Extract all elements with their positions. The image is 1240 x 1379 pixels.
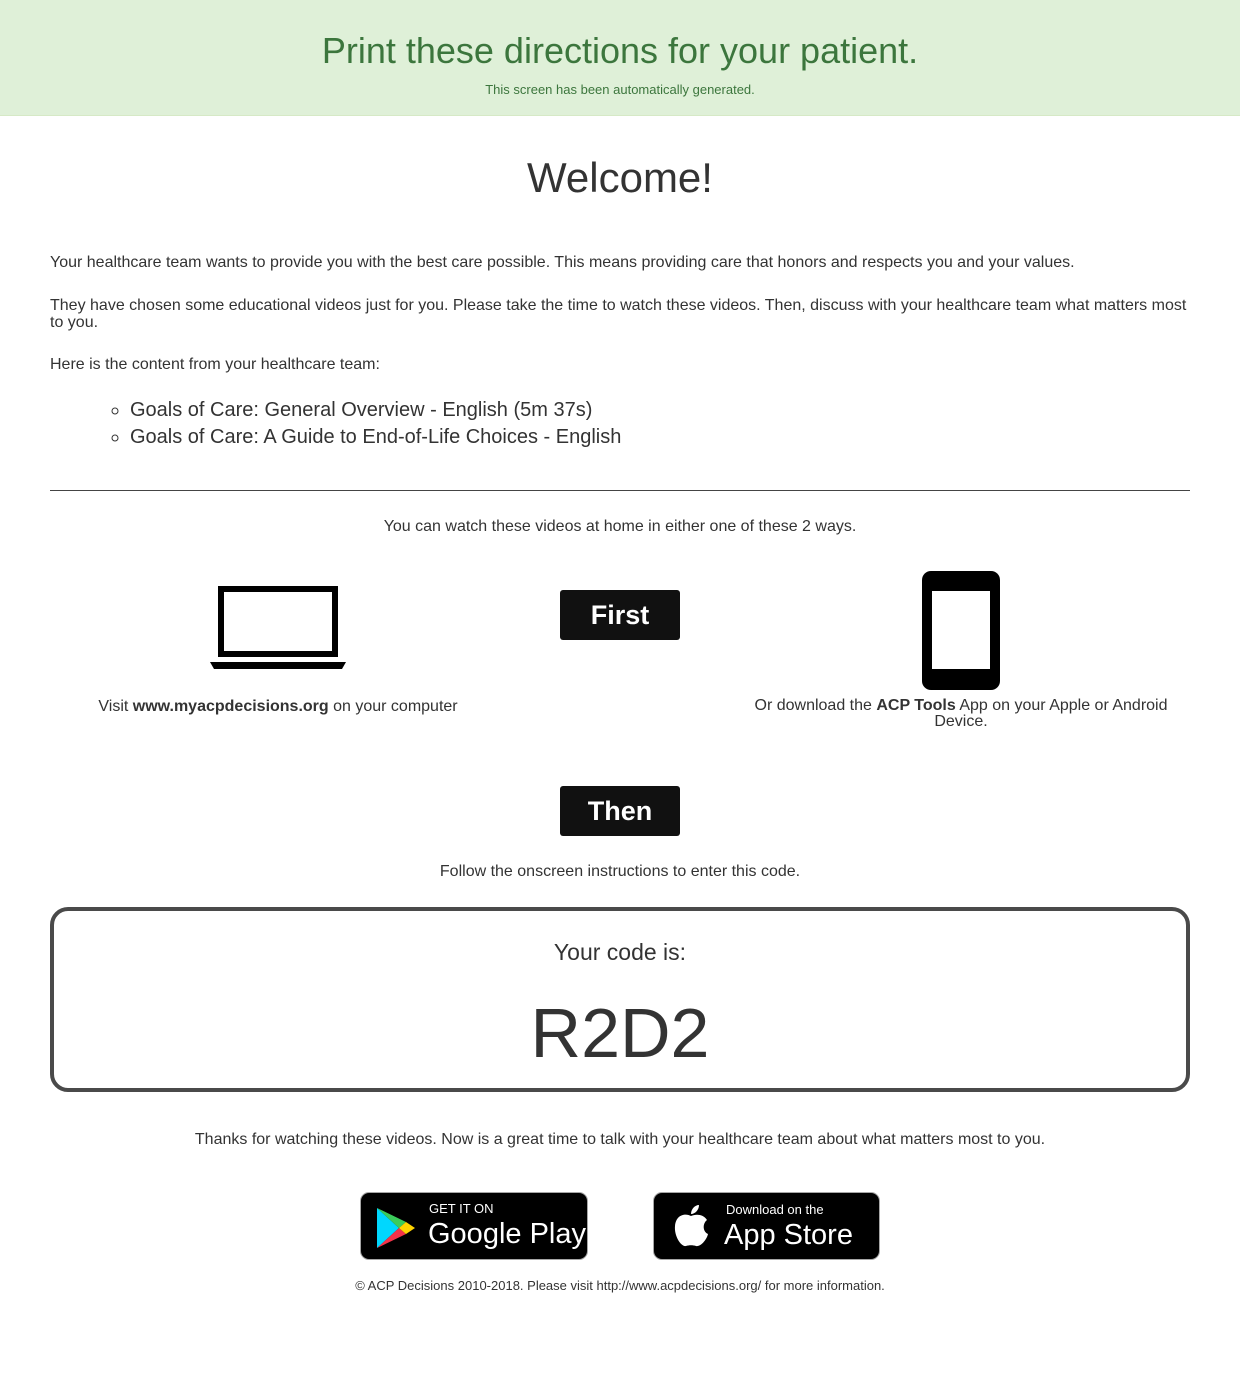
- banner-title: Print these directions for your patient.: [321, 30, 919, 71]
- apple-icon: [672, 1204, 710, 1248]
- computer-url: www.myacpdecisions.org: [132, 698, 329, 715]
- app-store-badge[interactable]: [653, 1192, 880, 1260]
- code-box: [50, 907, 1190, 1092]
- app-name: ACP Tools: [876, 697, 956, 714]
- app-suffix: App on your Apple or Android Device.: [934, 697, 1168, 730]
- welcome-heading: Welcome!: [527, 154, 713, 201]
- laptop-icon: [208, 584, 348, 672]
- intro-paragraph-3: Here is the content from your healthcare team:: [50, 356, 380, 373]
- code-value: R2D2: [530, 994, 710, 1072]
- section-divider: [50, 490, 1190, 491]
- computer-prefix: Visit: [98, 698, 133, 715]
- code-label: Your code is:: [553, 939, 687, 965]
- google-play-icon: [375, 1206, 417, 1250]
- print-banner: [0, 0, 1240, 116]
- app-store-big-text: App Store: [724, 1219, 853, 1251]
- banner-subtitle: This screen has been automatically generated.: [485, 82, 755, 97]
- computer-suffix: on your computer: [328, 698, 458, 715]
- ways-text: You can watch these videos at home in either one of these 2 ways.: [383, 518, 857, 535]
- content-item-general-overview: ◦ Goals of Care: General Overview - English (5m 37s): [130, 397, 1230, 424]
- intro-paragraph-1: Your healthcare team wants to provide you with the best care possible. This means providing care that honors and respects you and your values.: [50, 254, 1075, 271]
- google-play-big-text: Google Play: [428, 1218, 586, 1250]
- google-play-badge[interactable]: [360, 1192, 588, 1260]
- intro-paragraph-2: They have chosen some educational videos just for you. Please take the time to watch these videos. Then, discuss with your healthcare team what matters most to you.: [50, 297, 1187, 331]
- phone-icon: [921, 570, 1001, 691]
- google-play-small-text: GET IT ON: [429, 1201, 494, 1216]
- app-instructions: [730, 698, 1192, 730]
- content-list: [50, 397, 1230, 451]
- then-step-badge: Then: [560, 786, 680, 836]
- content-item-end-of-life-guide: ◦ Goals of Care: A Guide to End-of-Life Choices - English: [130, 424, 1230, 451]
- app-prefix: Or download the: [754, 697, 877, 714]
- first-step-badge: First: [560, 590, 680, 640]
- computer-instructions: [70, 698, 486, 716]
- code-instructions: Follow the onscreen instructions to enter this code.: [439, 863, 801, 880]
- thanks-text: Thanks for watching these videos. Now is a great time to talk with your healthcare team about what matters most to you.: [194, 1131, 1046, 1148]
- app-store-small-text: Download on the: [726, 1202, 824, 1217]
- footer-copyright: © ACP Decisions 2010-2018. Please visit http://www.acpdecisions.org/ for more information.: [355, 1278, 885, 1293]
